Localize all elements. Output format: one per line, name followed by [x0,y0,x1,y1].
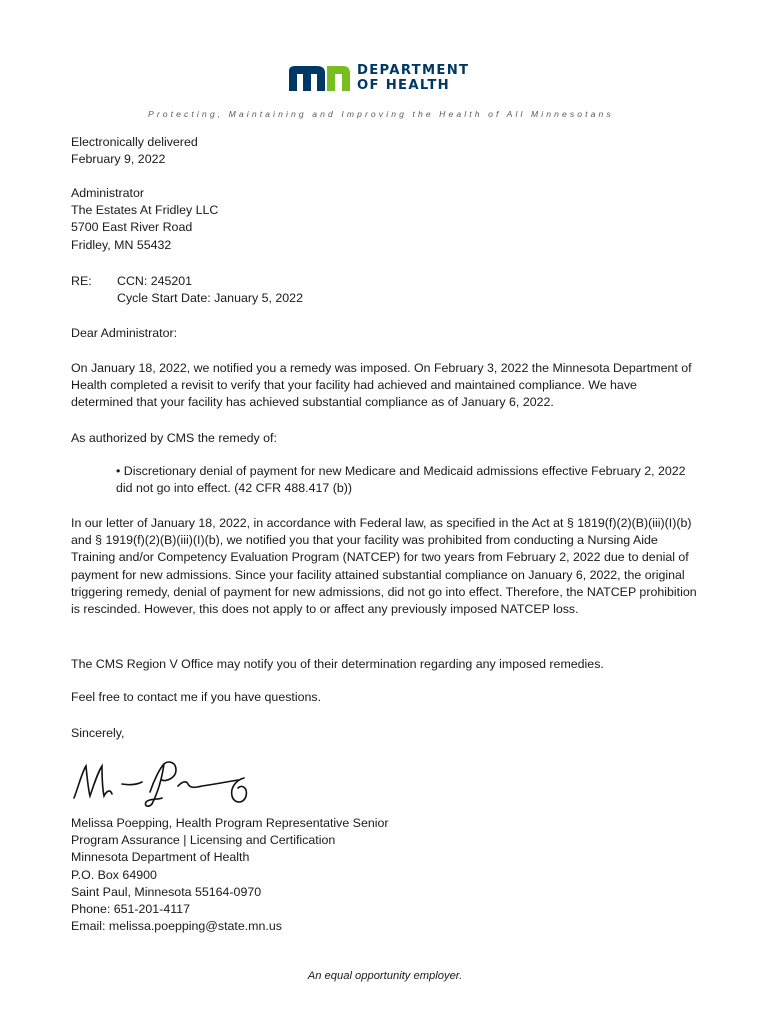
paragraph-cms-region: The CMS Region V Office may notify you of their determination regarding any imposed remedies. [71,657,604,671]
handwritten-signature-icon [66,758,266,810]
paragraph-natcep: In our letter of January 18, 2022, in accordance with Federal law, as specified in the Act at § 1819(f)(2)(B)(iii)(I)(b) and § 1919(f)(2)(B)(iii)(I)(b), we notified you that your facility was prohibited from conducting a Nursing Aide Training and/or Competency Evaluation Program (NATCEP) for two years from February 2, 2022 due to denial of payment for new admissions. Since your facility attained substantial compliance on January 6, 2022, the original triggering remedy, denial of payment for new admissions, did not go into effect. Therefore, the NATCEP prohibition is rescinded. However, this does not apply to or affect any previously imposed NATCEP loss. [71,516,697,617]
recipient-line: Administrator [71,186,144,200]
mdh-logo [287,62,487,98]
sender-po-box: P.O. Box 64900 [71,867,157,882]
footer-eoe: An equal opportunity employer. [307,970,463,982]
paragraph-contact: Feel free to contact me if you have questions. [71,690,322,704]
sender-name-title: Melissa Poepping, Health Program Representative Senior [71,816,389,830]
recipient-line: 5700 East River Road [71,220,193,235]
recipient-line: Fridley, MN 55432 [71,237,172,252]
sender-unit: Program Assurance | Licensing and Certification [71,833,336,848]
re-cycle-start: Cycle Start Date: January 5, 2022 [117,291,303,306]
paragraph-remedy-notice: On January 18, 2022, we notified you a remedy was imposed. On February 3, 2022 the Minnesota Department of Health completed a revisit to verify that your facility had achieved and maintained compliance. We have determined that your facility has achieved substantial compliance as of January 6, 2022. [71,361,692,410]
org-name [357,63,469,93]
sender-org: Minnesota Department of Health [71,850,250,865]
sender-email: Email: melissa.poepping@state.mn.us [71,919,282,934]
sender-phone: Phone: 651-201-4117 [71,902,190,917]
recipient-address [71,185,218,254]
re-label: RE: [71,274,92,288]
remedy-bullet: • Discretionary denial of payment for new Medicare and Medicaid admissions effective February 2, 2022 did not go into effect. (42 CFR 488.417 (b)) [116,464,686,496]
letter-date: February 9, 2022 [71,152,166,167]
recipient-line: The Estates At Fridley LLC [71,203,219,218]
org-name-line2: OF HEALTH [357,78,451,93]
closing: Sincerely, [71,726,125,740]
sender-city: Saint Paul, Minnesota 55164-0970 [71,884,262,899]
delivery-block [71,134,198,168]
re-details [117,273,303,307]
org-name-line1: DEPARTMENT [357,63,470,78]
salutation: Dear Administrator: [71,326,178,340]
delivery-method: Electronically delivered [71,135,198,149]
re-ccn: CCN: 245201 [117,274,193,288]
sender-block [71,815,389,935]
mn-logo-mark-icon [287,64,351,92]
tagline: Protecting, Maintaining and Improving the Health of All Minnesotans [148,109,614,119]
paragraph-authorization: As authorized by CMS the remedy of: [71,431,277,445]
